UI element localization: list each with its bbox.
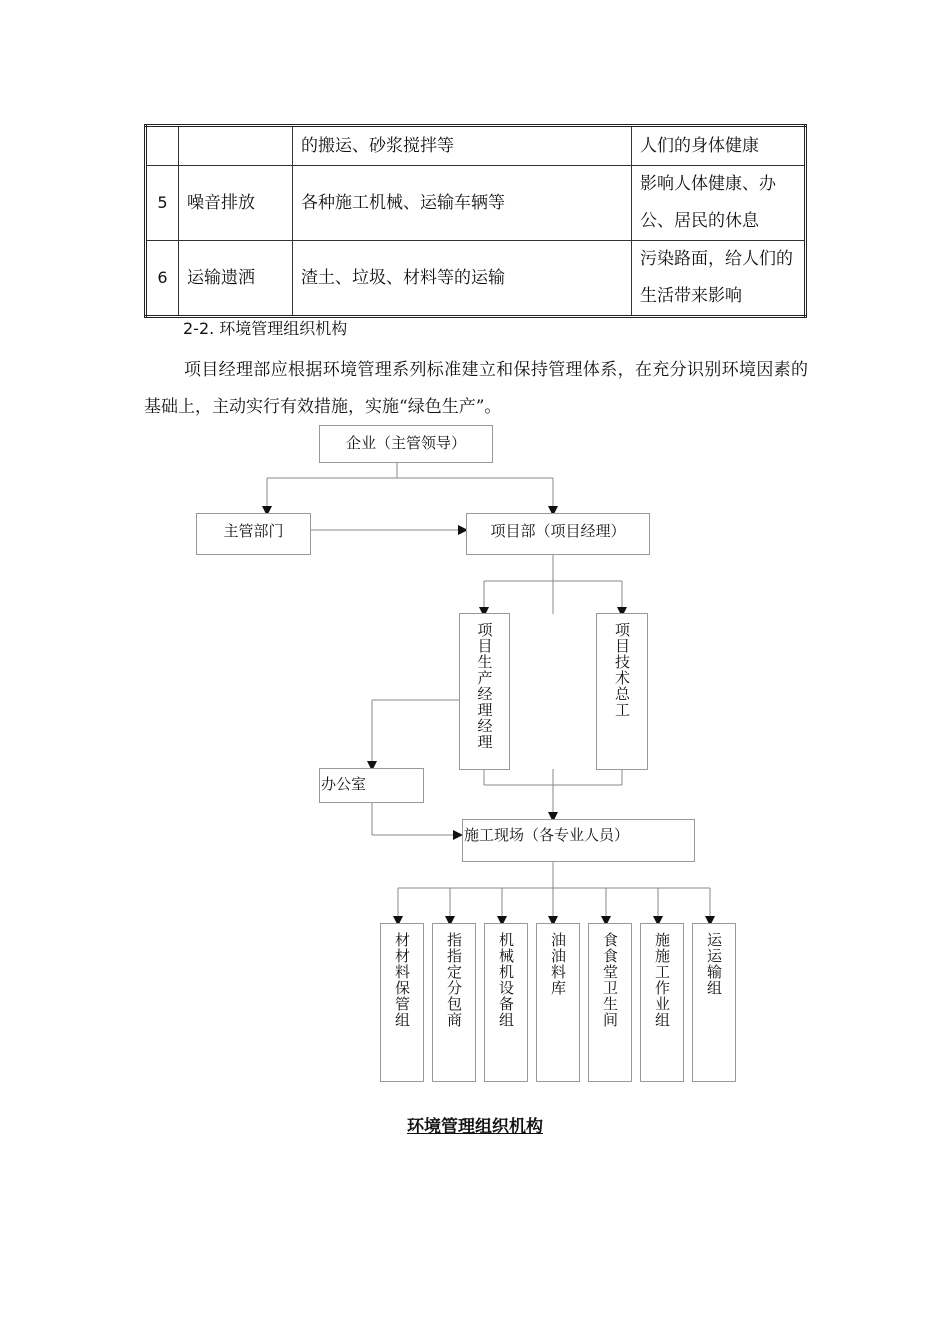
org-group-machinery [484,923,528,1082]
org-group-materials [380,923,424,1082]
org-group-label: 施施工作业组 [653,932,671,1028]
org-group-label: 材材料保管组 [393,932,411,1028]
org-group-transport [692,923,736,1082]
row-category: 噪音排放 [179,166,293,241]
org-node-site: 施工现场（各专业人员） [462,819,695,862]
row-category: 运输遗洒 [179,241,293,317]
org-node-dept: 主管部门 [196,513,311,555]
row-source: 渣土、垃圾、材料等的运输 [293,241,632,317]
row-number: 5 [146,166,179,241]
org-node-label: 项目技术总工 [613,622,631,718]
row-effect: 人们的身体健康 [632,126,806,166]
row-effect: 影响人体健康、办公、居民的休息 [632,166,806,241]
org-group-label: 机械机设备组 [497,932,515,1028]
org-group-label: 油油料库 [549,932,567,996]
org-node-label: 项目生产经理经理 [475,622,494,750]
section-heading: 2-2. 环境管理组织机构 [183,319,348,338]
row-source: 各种施工机械、运输车辆等 [293,166,632,241]
section-paragraph: 项目经理部应根据环境管理系列标准建立和保持管理体系，在充分识别环境因素的基础上，主动实行有效措施，实施“绿色生产”。 [144,360,808,417]
org-node-office: 办公室 [319,768,424,803]
org-group-work-team [640,923,684,1082]
org-group-oil-depot [536,923,580,1082]
org-group-label: 食食堂卫生间 [601,932,619,1028]
org-node-top: 企业（主管领导） [319,425,493,463]
org-node-project: 项目部（项目经理） [466,513,650,555]
org-group-canteen [588,923,632,1082]
figure-caption: 环境管理组织机构 [407,1117,543,1137]
org-group-label: 指指定分包商 [445,932,463,1028]
org-group-subcontractor [432,923,476,1082]
row-number: 6 [146,241,179,317]
row-source: 的搬运、砂浆搅拌等 [293,126,632,166]
org-node-prod-manager [459,613,510,770]
org-group-label: 运运输组 [705,932,723,996]
row-effect: 污染路面，给人们的生活带来影响 [632,241,806,317]
org-node-tech-chief [596,613,648,770]
